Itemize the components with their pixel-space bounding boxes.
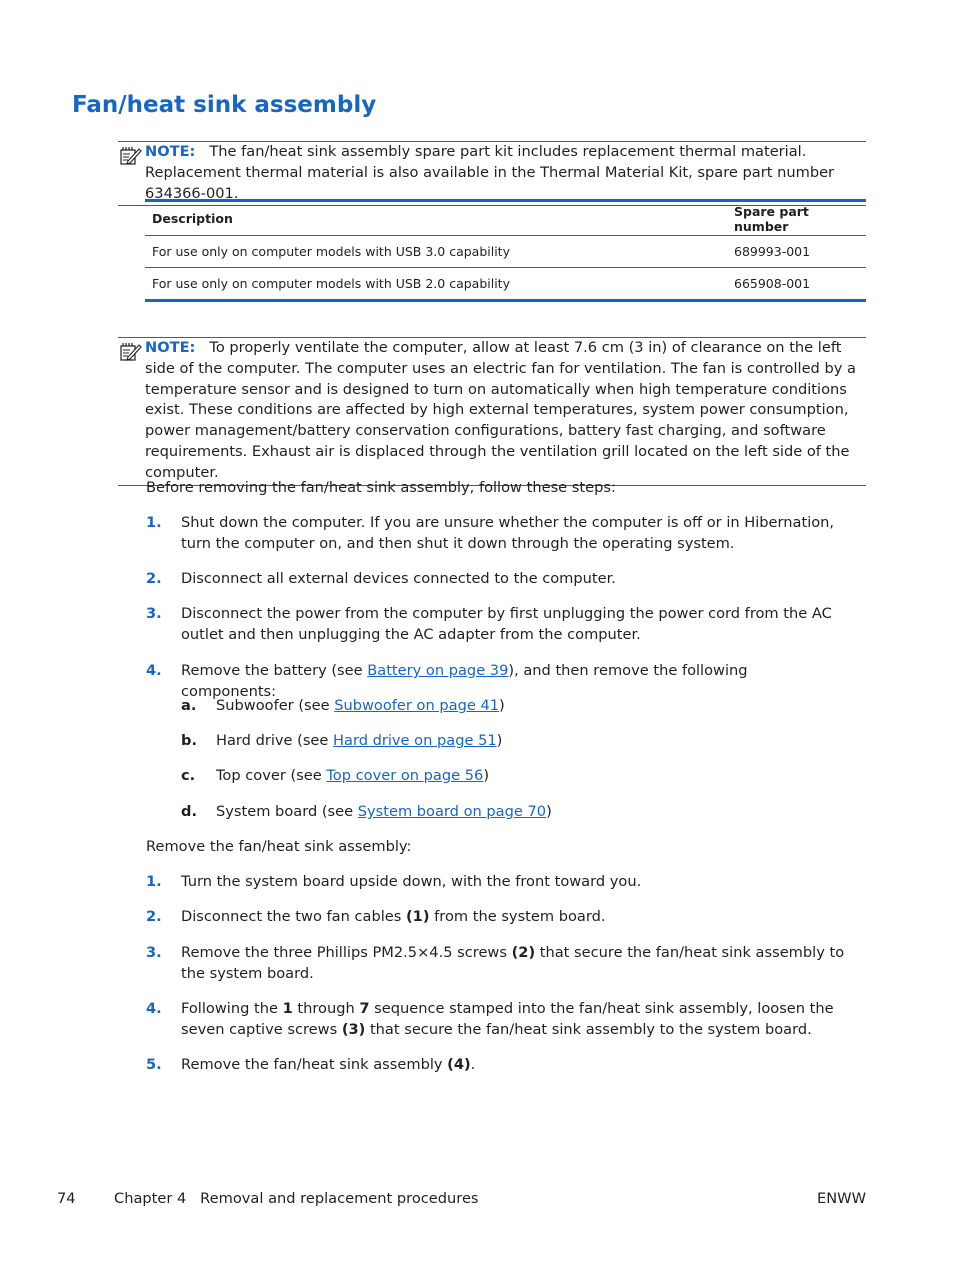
link-system-board[interactable]: System board on page 70 bbox=[357, 803, 547, 820]
step-number: 3. bbox=[146, 605, 162, 622]
sub-step: d. System board (see System board on page 70) bbox=[181, 803, 552, 820]
chapter-title: Chapter 4 Removal and replacement procedures bbox=[114, 1190, 479, 1207]
step-number: 1. bbox=[146, 873, 162, 890]
callout-number: (1) bbox=[406, 908, 430, 925]
table-cell-part-number: 665908-001 bbox=[727, 268, 866, 301]
step-number: 3. bbox=[146, 944, 162, 961]
link-battery[interactable]: Battery on page 39 bbox=[367, 662, 509, 679]
prep-step bbox=[146, 568, 846, 589]
step-text: Disconnect the power from the computer by first unplugging the power cord from the AC outlet and then unplugging the AC adapter from the computer. bbox=[181, 605, 832, 643]
remove-step: 2. Disconnect the two fan cables (1) from the system board. bbox=[146, 908, 606, 925]
step-number: 2. bbox=[146, 908, 162, 925]
prep-step bbox=[146, 603, 846, 645]
link-subwoofer[interactable]: Subwoofer on page 41 bbox=[334, 697, 500, 714]
sub-step: a. Subwoofer (see Subwoofer on page 41) bbox=[181, 697, 505, 714]
table-row bbox=[145, 236, 866, 268]
step-number: 5. bbox=[146, 1056, 162, 1073]
sub-step-letter: c. bbox=[181, 767, 196, 784]
table-row bbox=[145, 268, 866, 301]
note-ventilation bbox=[118, 337, 866, 486]
note-icon bbox=[120, 341, 142, 361]
footer-locale: ENWW bbox=[817, 1190, 866, 1207]
sub-step-letter: a. bbox=[181, 697, 197, 714]
step-number: 4. bbox=[146, 1000, 162, 1017]
sub-step-letter: d. bbox=[181, 803, 197, 820]
column-header-spare-part-number: Spare part number bbox=[727, 201, 866, 236]
table-cell-part-number: 689993-001 bbox=[727, 236, 866, 268]
step-text: Disconnect all external devices connected to the computer. bbox=[181, 570, 616, 587]
page-title: Fan/heat sink assembly bbox=[72, 92, 377, 118]
sub-step-letter: b. bbox=[181, 732, 197, 749]
callout-number: (2) bbox=[511, 944, 536, 961]
note-icon bbox=[120, 145, 142, 165]
step-number: 4. bbox=[146, 662, 162, 679]
column-header-description: Description bbox=[145, 201, 727, 236]
remove-step bbox=[146, 871, 846, 892]
note-text: The fan/heat sink assembly spare part kit includes replacement thermal material. Replacement thermal material is also available in the Thermal Material Kit, spare part number 634366-001. bbox=[145, 143, 835, 202]
note-thermal-material bbox=[118, 141, 866, 206]
intro-remove: Remove the fan/heat sink assembly: bbox=[146, 838, 412, 855]
note-label: NOTE: bbox=[145, 143, 196, 160]
table-header-row bbox=[145, 201, 866, 236]
note-label: NOTE: bbox=[145, 339, 196, 356]
remove-step: 4. Following the 1 through 7 sequence stamped into the fan/heat sink assembly, loosen the seven captive screws (3) that secure the fan/heat sink assembly to the system board. bbox=[146, 1000, 834, 1038]
sub-step: c. Top cover (see Top cover on page 56) bbox=[181, 767, 490, 784]
page-number: 74 bbox=[57, 1190, 76, 1207]
table-cell-description: For use only on computer models with USB 3.0 capability bbox=[145, 236, 727, 268]
note-text: To properly ventilate the computer, allow at least 7.6 cm (3 in) of clearance on the left side of the computer. The computer uses an electric fan for ventilation. The fan is controlled by a temperature sensor and is designed to turn on automatically when high temperature conditions exist. These conditions are affected by high external temperatures, system power consumption, power management/battery conservation configurations, battery fast charging, and software requirements. Exhaust air is displaced through the ventilation grill located on the left side of the computer. bbox=[145, 339, 856, 481]
remove-step: 3. Remove the three Phillips PM2.5×4.5 screws (2) that secure the fan/heat sink assembly to the system board. bbox=[146, 944, 845, 982]
step-number: 1. bbox=[146, 514, 162, 531]
remove-step: 5. Remove the fan/heat sink assembly (4). bbox=[146, 1056, 476, 1073]
intro-before-removing: Before removing the fan/heat sink assembly, follow these steps: bbox=[146, 479, 616, 496]
callout-number: (4) bbox=[447, 1056, 471, 1073]
step-text: Turn the system board upside down, with the front toward you. bbox=[181, 873, 642, 890]
step-number: 2. bbox=[146, 570, 162, 587]
callout-number: (3) bbox=[341, 1021, 366, 1038]
link-top-cover[interactable]: Top cover on page 56 bbox=[326, 767, 484, 784]
prep-step bbox=[146, 512, 846, 554]
prep-step: 4. Remove the battery (see Battery on page 39), and then remove the following components: bbox=[146, 662, 748, 700]
table-cell-description: For use only on computer models with USB 2.0 capability bbox=[145, 268, 727, 301]
link-hard-drive[interactable]: Hard drive on page 51 bbox=[333, 732, 497, 749]
step-text: Shut down the computer. If you are unsure whether the computer is off or in Hibernation, turn the computer on, and then shut it down through the operating system. bbox=[181, 514, 835, 552]
sub-step: b. Hard drive (see Hard drive on page 51) bbox=[181, 732, 503, 749]
spare-parts-table bbox=[145, 199, 866, 302]
